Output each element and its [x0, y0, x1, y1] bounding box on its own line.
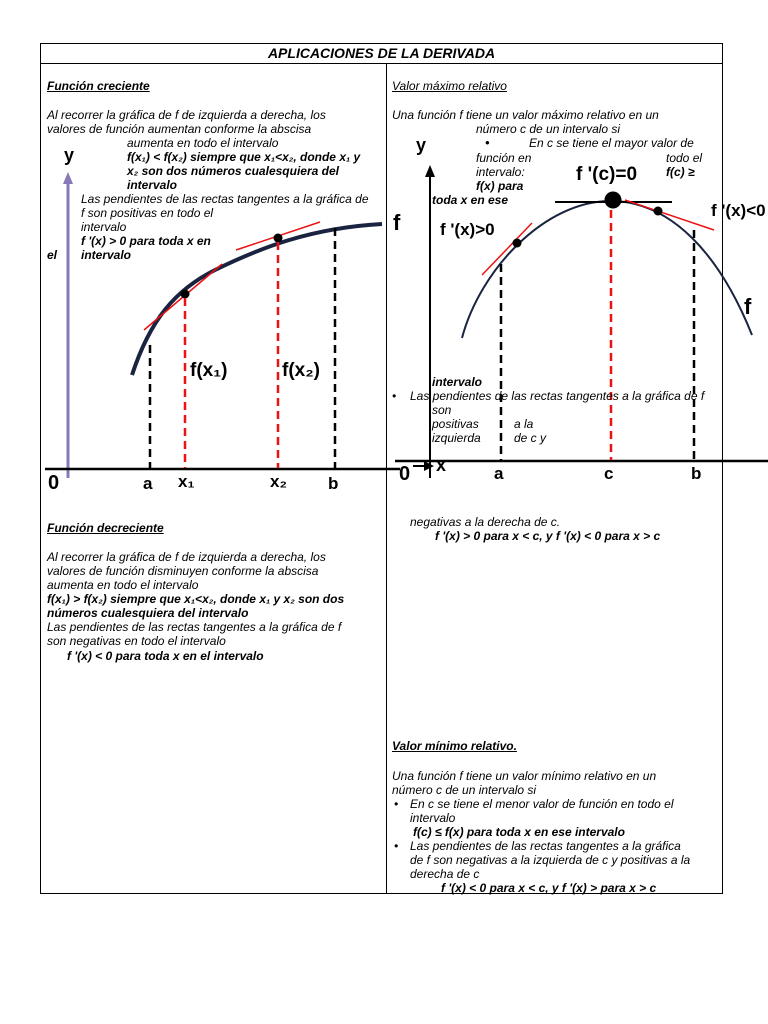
tangent-right	[625, 200, 714, 230]
decreciente-tang1: Las pendientes de las rectas tangentes a la gráfica de f	[47, 620, 342, 634]
creciente-tang2: f son positivas en todo el	[81, 206, 214, 220]
maximo-line2: número c de un intervalo si	[476, 122, 621, 136]
maximo-deriv: f '(x) > 0 para x < c, y f '(x) < 0 para x > c	[435, 529, 661, 543]
maximo-izquierda: izquierda	[432, 431, 481, 445]
bullet-icon-3: •	[394, 797, 399, 811]
graph1-a: a	[143, 474, 153, 493]
decreciente-line1: Al recorrer la gráfica de f de izquierda a derecha, los	[47, 550, 326, 564]
maximo-positivas: positivas	[432, 417, 479, 431]
heading-minimo: Valor mínimo relativo.	[392, 739, 517, 753]
maximo-dec: de c y	[514, 431, 547, 445]
creciente-tang1: Las pendientes de las rectas tangentes a la gráfica de	[81, 192, 369, 206]
maximo-col-left1: función en	[476, 151, 532, 165]
minimo-b1c: f(c) ≤ f(x) para toda x en ese intervalo	[413, 825, 625, 839]
graph1-fx2: f(x₂)	[282, 360, 320, 381]
maximo-bullet2: Las pendientes de las rectas tangentes a la gráfica de f	[410, 389, 705, 403]
maximo-ala: a la	[514, 417, 534, 431]
creciente-line3: aumenta en todo el intervalo	[127, 136, 279, 150]
maximo-col-right2: f(c) ≥	[666, 165, 695, 179]
maximo-bullet1a: En c se tiene el mayor valor de	[529, 136, 694, 150]
maximo-col-left4: toda x en ese	[432, 193, 509, 207]
creciente-cond1: f(x₁) < f(x₂) siempre que x₁<x₂, donde x₁ y	[127, 150, 361, 164]
creciente-line2: valores de función aumentan conforme la abscisa	[47, 122, 312, 136]
graph1-x1: x₁	[178, 472, 195, 491]
minimo-b2c: derecha de c	[410, 867, 480, 881]
maximo-col-left3: f(x) para	[476, 179, 524, 193]
creciente-cond3: intervalo	[127, 178, 178, 192]
graph2-c: c	[604, 464, 614, 483]
decreciente-line3: aumenta en todo el intervalo	[47, 578, 199, 592]
bullet-icon: •	[485, 135, 490, 150]
minimo-deriv: f '(x) < 0 para x < c, y f '(x) > para x > c	[441, 881, 657, 895]
creciente-cond2: x₂ son dos números cualesquiera del	[127, 164, 339, 178]
heading-maximo: Valor máximo relativo	[392, 79, 507, 93]
graph2-a: a	[494, 464, 504, 483]
decreciente-cond1: f(x₁) > f(x₂) siempre que x₁<x₂, donde x₁ y x₂ son dos	[47, 592, 345, 606]
decreciente-cond2: números cualesquiera del intervalo	[47, 606, 249, 620]
point-b	[654, 207, 663, 216]
minimo-line2: número c de un intervalo si	[392, 783, 537, 797]
graph2-fc: f '(c)=0	[576, 164, 638, 185]
graph1-b: b	[328, 474, 339, 493]
bullet-icon-2: •	[392, 389, 397, 403]
creciente-deriv-el: el	[47, 248, 58, 262]
maximo-son: son	[432, 403, 452, 417]
minimo-b2b: de f son negativas a la izquierda de c y positivas a la	[410, 853, 691, 867]
creciente-deriv1: f '(x) > 0 para toda x en	[81, 234, 211, 248]
heading-decreciente: Función decreciente	[47, 521, 164, 535]
graph2-f-left: f	[393, 210, 401, 235]
graph2-f-right: f	[744, 294, 752, 319]
graph2-b: b	[691, 464, 702, 483]
minimo-b2a: Las pendientes de las rectas tangentes a la gráfica	[410, 839, 681, 853]
y-axis-arrow-2	[425, 165, 435, 177]
graph2-x-label: x	[436, 455, 447, 475]
minimo-line1: Una función f tiene un valor mínimo relativo en un	[392, 769, 657, 783]
maximo-interval: intervalo	[432, 375, 483, 389]
maximo-col-left2: intervalo:	[476, 165, 525, 179]
point-a	[513, 239, 522, 248]
graph1-x2: x₂	[270, 472, 288, 491]
minimo-b1a: En c se tiene el menor valor de función en todo el	[410, 797, 674, 811]
bullet-icon-4: •	[394, 839, 399, 853]
graph2-origin: 0	[399, 463, 411, 485]
decreciente-deriv: f '(x) < 0 para toda x en el intervalo	[67, 649, 264, 663]
graph1-fx1: f(x₁)	[190, 360, 228, 381]
maximo-neg: negativas a la derecha de c.	[410, 515, 561, 529]
decreciente-tang2: son negativas en todo el intervalo	[47, 634, 226, 648]
creciente-line1: Al recorrer la gráfica de f de izquierda a derecha, los	[47, 108, 326, 122]
graph1-y-label: y	[64, 145, 75, 165]
heading-creciente: Función creciente	[47, 79, 150, 93]
maximum-curve	[462, 201, 752, 338]
minimo-b1b: intervalo	[410, 811, 456, 825]
graph1-origin: 0	[48, 472, 60, 494]
maximo-line1: Una función f tiene un valor máximo relativo en un	[392, 108, 659, 122]
graph2-fneg: f '(x)<0	[711, 201, 766, 220]
maximo-col-right1: todo el	[666, 151, 703, 165]
decreciente-line2: valores de función disminuyen conforme la abscisa	[47, 564, 319, 578]
creciente-deriv2: intervalo	[81, 248, 132, 262]
creciente-tang3: intervalo	[81, 220, 127, 234]
graph2-y-label: y	[416, 135, 427, 155]
graph2-fpos: f '(x)>0	[440, 220, 495, 239]
point-c	[605, 192, 622, 209]
page-title: APLICACIONES DE LA DERIVADA	[41, 44, 722, 64]
